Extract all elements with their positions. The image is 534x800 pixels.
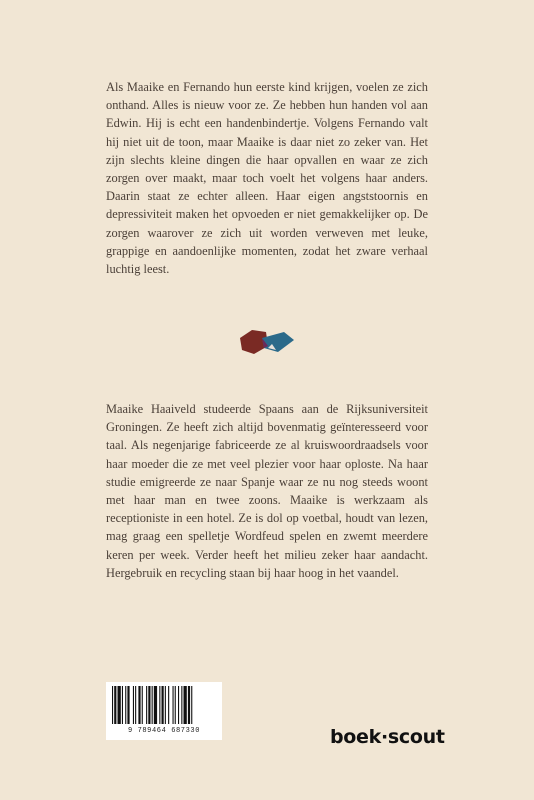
emblem-icon [238,324,298,356]
author-bio: Maaike Haaiveld studeerde Spaans aan de Rijksuniversiteit Groningen. Ze heeft zich altijd bovenmatig geïnteresseerd voor taal. Als negenjarige fabriceerde ze al kruiswoordraadsels voor haar moeder die ze met veel plezier voor haar oploste. Na haar studie emigreerde ze naar Spanje waar ze nu nog steeds woont met haar man en twee zoons. Maaike is werkzaam als receptioniste in een hotel. Ze is dol op voetbal, houdt van lezen, mag graag een spelletje Wordfeud spelen en zwemt meerdere keren per week. Verder heeft het milieu zeker haar aandacht. Hergebruik en recycling staan bij haar hoog in het vaandel. [106,402,428,580]
isbn-number: 9 789464 687330 [127,727,200,735]
publisher-logo: boek·scout [330,726,445,748]
book-blurb: Als Maaike en Fernando hun eerste kind krijgen, voelen ze zich onthand. Alles is nieuw voor ze. Ze hebben hun handen vol aan Edwin. Hij is echt een handenbindertje. Volgens Fernando valt hij niet uit de toon, maar Maaike is daar niet zo zeker van. Het zijn slechts kleine dingen die haar opvallen en waar ze zich zorgen over maakt, maar toch voelt het volgens haar anders. Daarin staat ze echter alleen. Haar eigen angststoornis en depressiviteit maken het opvoeden er niet gemakkelijker op. De zorgen waarover ze zich uit worden verweven met leuke, grappige en aandoenlijke momenten, zodat het zware verhaal luchtig leest. [106,80,428,277]
